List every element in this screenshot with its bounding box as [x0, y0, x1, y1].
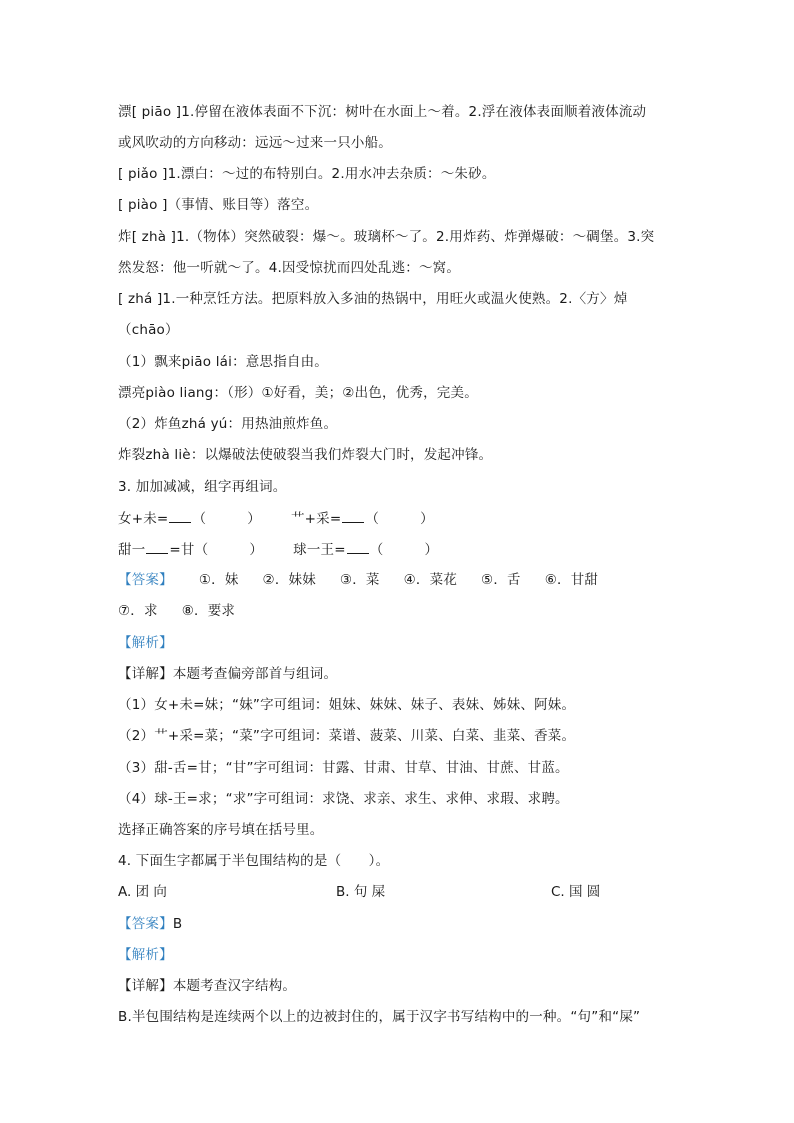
option-b: B. 句 屎	[336, 884, 386, 900]
detail-line	[118, 977, 296, 995]
answer-item: ③．菜	[339, 572, 380, 588]
answer-tag: 【答案】	[118, 916, 173, 932]
text-line: 选择正确答案的序号填在括号里。	[118, 822, 324, 838]
answer-item: ⑦．求	[118, 603, 158, 619]
text-line: （1）飘来piāo lái：意思指自由。	[118, 354, 329, 370]
text-line: 漂[ piāo ]1.停留在液体表面不下沉：树叶在水面上～着。2.浮在液体表面顺着液体流动	[118, 104, 647, 120]
answer-value: B	[172, 916, 183, 932]
answer-tag: 【答案】	[118, 572, 173, 588]
answer-item: ⑤．舌	[481, 572, 521, 588]
option-c: C. 国 圆	[551, 884, 601, 900]
bracket-blank: =甘（ ）	[169, 542, 264, 558]
equation-text: 甜一	[118, 542, 146, 558]
detail-line	[118, 665, 337, 683]
text-line: [ piǎo ]1.漂白：～过的布特别白。2.用水冲去杂质：～朱砂。	[118, 166, 496, 182]
text-line: B.半包围结构是连续两个以上的边被封住的，属于汉字书写结构中的一种。“句”和“屎”	[118, 1009, 641, 1025]
bracket-blank: （ ）	[192, 511, 261, 527]
question-4-heading: 4. 下面生字都属于半包围结构的是（ ）。	[118, 853, 390, 869]
fill-blank	[347, 540, 369, 554]
answer-line	[118, 915, 182, 933]
answer-item: ①．妹	[198, 572, 239, 588]
text-line: （2）炸鱼zhá yú：用热油煎炸鱼。	[118, 416, 338, 432]
text-line: （1）女+未=妹；“妹”字可组词：姐妹、妹妹、妹子、表妹、姊妹、阿妹。	[118, 697, 576, 713]
answer-item: ⑧．要求	[181, 603, 236, 619]
bracket-blank: （ ）	[365, 511, 434, 527]
detail-text: 本题考查汉字结构。	[172, 978, 297, 994]
option-a: A. 团 向	[118, 884, 167, 900]
fill-blank	[146, 540, 168, 554]
answer-line	[118, 571, 598, 589]
question-3-row-1	[118, 509, 434, 528]
answer-item: ④．菜花	[403, 572, 458, 588]
text-line: （3）甜-舌=甘；“甘”字可组词：甘露、甘肃、甘草、甘油、甘蔗、甘蓝。	[118, 760, 569, 776]
text-line: 漂亮piào liang：（形）①好看，美；②出色，优秀，完美。	[118, 385, 478, 401]
detail-tag: 【详解】	[118, 666, 173, 682]
question-3-heading: 3. 加加减减，组字再组词。	[118, 479, 287, 495]
text-line: （4）球-王=求；“求”字可组词：求饶、求亲、求生、求伸、求瑕、求聘。	[118, 791, 569, 807]
detail-text: 本题考查偏旁部首与组词。	[172, 666, 338, 682]
text-line: （2）艹+采=菜；“菜”字可组词：菜谱、菠菜、川菜、白菜、韭菜、香菜。	[118, 728, 576, 744]
bracket-blank: （ ）	[369, 542, 439, 558]
text-line: （chāo）	[118, 322, 179, 338]
text-line: 然发怒：他一听就～了。4.因受惊扰而四处乱逃：～窝。	[118, 260, 461, 276]
equation-text: 女+未=	[118, 511, 169, 527]
answer-item: ②．妹妹	[262, 572, 316, 588]
equation-text: 球一王=	[293, 542, 346, 558]
text-line: 或风吹动的方向移动：远远～过来一只小船。	[118, 135, 392, 151]
equation-text: 艹+采=	[290, 511, 342, 527]
text-line: 炸[ zhà ]1.（物体）突然破裂：爆～。玻璃杯～了。2.用炸药、炸弹爆破：～碉堡。3.突	[118, 229, 655, 245]
analysis-tag: 【解析】	[118, 635, 173, 651]
answer-line-cont	[118, 602, 235, 620]
fill-blank	[169, 509, 191, 523]
analysis-tag: 【解析】	[118, 947, 173, 963]
text-line: [ piào ]（事情、账目等）落空。	[118, 197, 319, 213]
answer-item: ⑥．甘甜	[544, 572, 599, 588]
detail-tag: 【详解】	[118, 978, 173, 994]
question-3-row-2	[118, 540, 438, 559]
text-line: 炸裂zhà liè：以爆破法使破裂当我们炸裂大门时，发起冲锋。	[118, 447, 493, 463]
fill-blank	[342, 509, 364, 523]
text-line: [ zhá ]1.一种烹饪方法。把原料放入多油的热锅中，用旺火或温火使熟。2.〈方〉焯	[118, 291, 628, 307]
